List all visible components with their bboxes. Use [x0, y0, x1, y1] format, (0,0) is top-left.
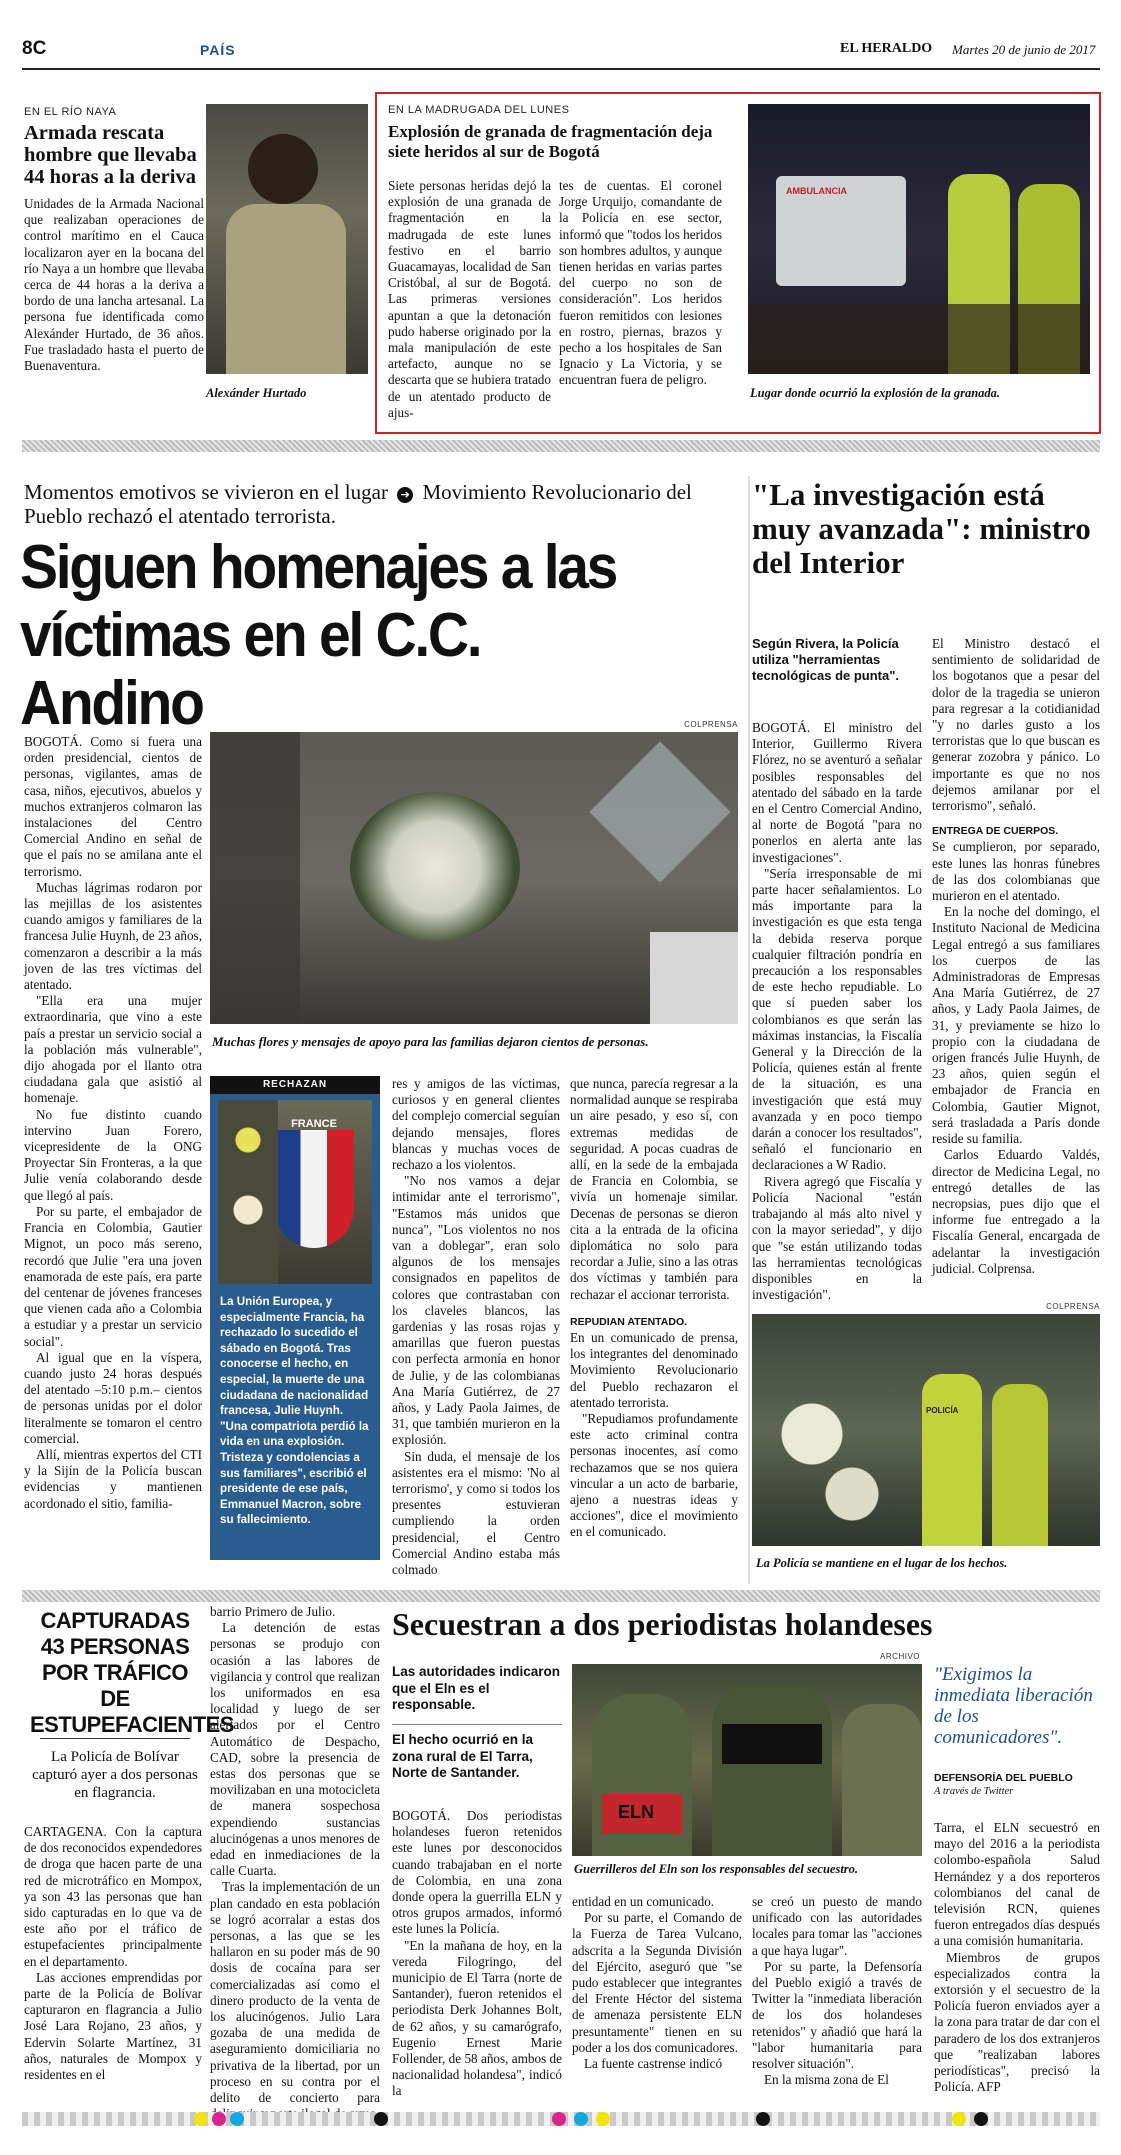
drugs-headline: CAPTURADAS 43 PERSONAS POR TRÁFICO DE ESTUPEFACIENTES — [30, 1608, 234, 1737]
drugs-col2 — [210, 1604, 380, 2104]
drugs-col1 — [24, 1824, 202, 2104]
rechazan-text: La Unión Europea, y especialmente Francia, ha rechazado lo sucedido el sábado en Bogotá. Tras conocerse el hecho, en especial, la muerte de una ciudadana de nacionalidad francesa, Julie Huynh. "Una compatriota perdió la vida en una explosión. Tristeza y condolencias a sus familiares", escribió el presidente de ese país, Emmanuel Macron, sobre su fallecimiento. — [220, 1295, 369, 1527]
main-deck-b: Movimiento Revolucionario del Pueblo rechazó el atentado terrorista. — [24, 480, 692, 528]
kidnap-photo-caption: Guerrilleros del Eln son los responsables del secuestro. — [574, 1862, 859, 1876]
main-headline-line2: víctimas en el C.C. Andino — [20, 601, 481, 738]
story2-caption: Lugar donde ocurrió la explosión de la granada. — [750, 386, 1001, 400]
drugs-rule — [40, 1738, 190, 1739]
story2-col2: tes de cuentas. El coronel Jorge Urquijo, comandante de la Policía en ese sector, informó que "todos los heridos son hombres adultos, y aunque tienen heridas en varias partes del cuerpo no son de consideración". Los heridos fueron remitidos con lesiones en rostro, piernas, brazos y pecho a los hospitales de San Ignacio y La Victoria, y se encuentran fuera de peligro. — [559, 178, 722, 388]
story1-kicker: EN EL RÍO NAYA — [24, 106, 117, 118]
kidnap-col2 — [572, 1894, 742, 2104]
section-divider-2 — [22, 1590, 1100, 1602]
kidnap-photo-credit: ARCHIVO — [880, 1652, 920, 1661]
story1-caption: Alexánder Hurtado — [206, 386, 307, 400]
kidnap-col3 — [752, 1894, 922, 2104]
kidnap-deck1: Las autoridades indicaron que el Eln es el responsable. — [392, 1664, 561, 1712]
drugs-deck: La Policía de Bolívar capturó ayer a dos personas en flagrancia. — [32, 1749, 198, 1801]
eln-text: ELN — [618, 1802, 654, 1822]
arrow-right-icon: ➔ — [397, 487, 413, 503]
interior-rule — [748, 476, 750, 1584]
page-header — [22, 30, 1100, 70]
kidnap-photo — [572, 1664, 922, 1856]
interior-col2 — [932, 636, 1100, 1300]
kidnap-quote-source: DEFENSORÍA DEL PUEBLO — [934, 1772, 1073, 1784]
kidnap-col3-text: se creó un puesto de mando unificado con las autoridades locales para tomar las "acciones a que haya lugar". Por su parte, la Defensoría del Pueblo exigió a través de Twitter la "inmediata liberación de los dos holandeses retenidos" y añadió que hará la "labor humanitaria para resolver situación". En la misma zona de El — [752, 1894, 922, 2088]
kidnap-col2-text: entidad en un comunicado. Por su parte, el Comando de la Fuerza de Tarea Vulcano, adscrita a la Segunda División del Ejército, aseguró que "se pudo establecer que integrantes del Frente Héctor del sistema de amenaza persistente ELN presuntamente" tienen en su poder a los dos comunicadores. La fuente castrense indicó — [572, 1894, 742, 2072]
kidnap-col4 — [934, 1820, 1100, 2104]
policia-text: POLICÍA — [926, 1406, 959, 1415]
main-headline-line1: Siguen homenajes a las — [20, 533, 617, 602]
interior-photo-caption: La Policía se mantiene en el lugar de los hechos. — [756, 1556, 1008, 1570]
main-col4-text: que nunca, parecía regresar a la normalidad aunque se respiraba un aire pesado, y eso sí, con extremas medidas de seguridad. A pocas cuadras de allí, en la sede de la embajada de Francia en Colombia, se vivía un homenaje similar. Decenas de personas se dieron cita a la entrada de la oficina diplomática no solo para recordar a Julie, sino a las otras dos víctimas y también para rechazar el accionar terrorista. — [570, 1076, 738, 1302]
main-col3 — [392, 1076, 560, 1584]
page-number: 8C — [22, 38, 47, 59]
drugs-col2-text: barrio Primero de Julio. La detención de estas personas se produjo con ocasión a las labores de vigilancia y control que realizan los uniformados en esa localidad y luego de ser alertados por el Centro Automático de Despacho, CAD, sobre la presencia de estas dos personas que se movilizaban en una motocicleta de manera sospechosa expendiendo sustancias alucinógenas a unos menores de edad en inmediaciones de la calle Cuarta. Tras la implementación de un plan candado en esta población se logró acorralar a estas dos personas, a las que se les hallaron en su poder más de 90 dosis de cocaína para ser comercializadas así como el dinero producto de la venta de los alucinógenos. Julio Lara gozaba de una medida de aseguramiento domiciliaria no privativa de la libertad, por un proceso en su contra por el delito de concierto para — [210, 1604, 380, 2106]
kidnap-col1 — [392, 1808, 562, 2104]
story2-headline: Explosión de granada de fragmentación deja siete heridos al sur de Bogotá — [388, 122, 713, 161]
col4-lead: REPUDIAN ATENTADO. — [570, 1315, 688, 1328]
paper-name: EL HERALDO — [840, 41, 933, 56]
story1-headline: Armada rescata hombre que llevaba 44 horas a la deriva — [24, 122, 197, 188]
main-col3-text: res y amigos de las víctimas, curiosos y en general clientes del complejo comercial seguían dejando mensajes, flores blancas y muchas voces de rechazo a los violentos. "No nos vamos a dejar intimidar ante el terrorismo", "Estamos más unidos que nunca", "Los violentos no nos van a doblegar", eran solo algunos de los mensajes consignados en papelitos de colores que contrastaban con los claveles blancos, las gardenias y las rosas rojas y amarillas que fueron puestas con perfecta armonía en honor de Julie, y de las colombianas Ana María Gutiérrez, de 27 años, y Lady Paola Jaimes, de 31, que también murieron en la explosión. Sin duda, el mensaje de los asistentes era el mismo: 'No al terrorismo', y como si todos los presentes estuvieran cumpliendo la orden presidencial, el Centro Comercial Andino estaba más colmado — [392, 1076, 560, 1578]
interior-col2-lead: ENTREGA DE CUERPOS. — [932, 825, 1059, 838]
interior-col2b-text: Se cumplieron, por separado, este lunes las honras fúnebres de las dos colombianas que murieron en el atentado. En la noche del domingo, el Instituto Nacional de Medicina Legal entregó a sus familiares los cuerpos de las Administradoras de Empresas Ana María Gutiérrez, de 27 años, y Lady Paola Jaimes, de 31, y previamente se hizo lo propio con la ciudadana de origen francés Julie Huynh, de 23 años, quien según el embajador de Francia en Colombia, Gautier Mignot, será trasladada a París donde reside su familia. Carlos Eduardo Valdés, director de Medicina Legal, no entregó detalles de las necropsias, pues dijo que el informe fue entregado a la Fiscalía General, encargada de adelantar la investigación judicial. Colprensa. — [932, 839, 1100, 1276]
story1-body: Unidades de la Armada Nacional que realizaban operaciones de control marítimo en el Cauca localizaron ayer en la bocana del río Naya a un hombre que llevaba cerca de 44 horas a la deriva a bordo de una lancha artesanal. La persona fue identificada como Alexánder Hurtado, de 36 años. Fue trasladado hasta el puerto de Buenaventura. — [24, 196, 204, 374]
section-divider-1 — [22, 440, 1100, 452]
main-photo — [210, 732, 738, 1024]
story2-photo — [748, 104, 1090, 374]
section-name: PAÍS — [200, 42, 236, 58]
kidnap-deck-rule — [392, 1724, 562, 1725]
interior-col1 — [752, 720, 922, 1303]
rechazan-sidebar — [210, 1076, 380, 1560]
interior-col1-text: BOGOTÁ. El ministro del Interior, Guillermo Rivera Flórez, no se aventuró a señalar posibles responsables del atentado del sábado en la tarde en el Centro Comercial Andino, al norte de Bogotá "para no ponerlos en alerta ante las investigaciones". "Sería irresponsable de mi parte hacer señalamientos. Lo más importante para la investigación es que esta tenga la debida reserva porque cualquier filtración pondría en precaución a los responsables de este hecho repudiable. Lo que sí pueden saber los colombianos es que serán las máximas instancias, la Fiscalía General y la Dirección de la Policía, quienes están al frente de la situación, es una investigación que está muy avanzada y en poco tiempo darán a conocer los resultados", señaló el funcionario en declaraciones a W Radio. Rivera agregó que Fiscalía y Policía Nacional "están trabajando al más alto nivel y con la mayor seriedad", y dijo que "se están utilizando todas las herramientas tecnológicas disponibles en la investigación". — [752, 720, 922, 1303]
drugs-col1-text: CARTAGENA. Con la captura de dos reconocidos expendedores de droga que hacen parte de una red de microtráfico en Mompox, ya son 43 las personas que han sido capturadas en lo que va de este año por el tráfico de estupefacientes principalmente en el departamento. Las acciones emprendidas por parte de la Policía de Bolívar capturaron en flagrancia a Julio José Lara Rojano, 23 años, y Edervin Solarte Martínez, 31 años, naturales de Mompox y residentes en el — [24, 1824, 202, 2083]
story2-col1: Siete personas heridas dejó la explosión de una granada de fragmentación en la madrugada de este lunes festivo en el barrio Guacamayas, localidad de San Cristóbal, al sur de Bogotá. Las primeras versiones apuntan a que la detonación pudo haberse originado por la mala manipulación de este artefacto, aunque no se descarta que se hubiera tratado de un atentado producto de ajus- — [388, 178, 551, 420]
main-headline — [20, 534, 673, 738]
kidnap-quote-via: A través de Twitter — [934, 1786, 1014, 1797]
main-photo-credit: COLPRENSA — [684, 720, 738, 729]
main-col4 — [570, 1076, 738, 1584]
kidnap-headline: Secuestran a dos periodistas holandeses — [392, 1606, 933, 1642]
kidnap-col1-text: BOGOTÁ. Dos periodistas holandeses fueron retenidos este lunes por desconocidos cuando trabajaban en el norte de Colombia, en una zona donde opera la guerrilla ELN y otros grupos armados, informó este lunes la Policía. "En la mañana de hoy, en la vereda Filogringo, del municipio de El Tarra (norte de Santander), fueron retenidos el periodista Derk Johannes Bolt, de 62 años, y su camarógrafo, Eugenio Ernest Marie Follender, de 58 años, ambos de nacionalidad holandesa", indicó la — [392, 1808, 562, 2099]
rechazan-label: RECHAZAN — [210, 1076, 380, 1094]
print-color-bar — [22, 2112, 1100, 2126]
interior-deck: Según Rivera, la Policía utiliza "herramientas tecnológicas de punta". — [752, 636, 900, 683]
ambulance-label: AMBULANCIA — [786, 186, 847, 196]
france-text: FRANCE — [291, 1118, 337, 1130]
kidnap-deck2: El hecho ocurrió en la zona rural de El Tarra, Norte de Santander. — [392, 1732, 534, 1780]
main-photo-caption: Muchas flores y mensajes de apoyo para las familias dejaron cientos de personas. — [212, 1034, 649, 1049]
kidnap-col4-text: Tarra, el ELN secuestró en mayo del 2016 a la periodista colombo-española Salud Hernández y a dos reporteros colombianos del canal de televisión RCN, quienes fueron entregados días después a una comisión humanitaria. Miembros de grupos especializados contra la extorsión y el secuestro de la Policía fueron enviados ayer a la zona para tratar de dar con el paradero de los dos extranjeros que "realizaban labores periodísticas", precisó la Policía. AFP — [934, 1820, 1100, 2095]
main-deck-a: Momentos emotivos se vivieron en el lugar — [24, 480, 388, 504]
story1-photo — [206, 104, 368, 374]
main-deck — [24, 480, 724, 528]
interior-photo-credit: COLPRENSA — [1046, 1302, 1100, 1311]
main-col4b-text: En un comunicado de prensa, los integrantes del denominado Movimiento Revolucionario del Pueblo rechazaron el atentado terrorista. "Repudiamos profundamente este acto criminal contra personas inocentes, así como rechazamos que se nos quiera vincular a un acto de barbarie, ajeno a nuestras ideas y acciones", dice el movimiento en el comunicado. — [570, 1330, 738, 1540]
page-date: Martes 20 de junio de 2017 — [952, 42, 1096, 57]
story2-kicker: EN LA MADRUGADA DEL LUNES — [388, 104, 570, 116]
main-col1-text: BOGOTÁ. Como si fuera una orden presidencial, cientos de personas, vigilantes, amas de casa, niños, ejecutivos, abuelos y muchos extranjeros colmaron las instalaciones del Centro Comercial Andino en señal de que el país no se amilana ante el terrorismo. Muchas lágrimas rodaron por las mejillas de los asistentes cuando amigos y familiares de la francesa Julie Huynh, de 23 años, comenzaron a describir a la más joven de las tres víctimas del atentado. "Ella era una mujer extraordinaria, que vino a este país a prestar un servicio social a la población más vulnerable", dijo ahogada por el llanto otra ciudadana gala que asistió al homenaje. No fue distinto cuando intervino Juan Forero, vicepresidente de la ONG Proyectar Sin Fronteras, a la que Julie venía colaborando desde que llegó al país. Por su parte, el embajador de Francia en Colombia, Gautier Mignot, un poco más sereno, recordó que Julie "era una joven enamorada de este país, era parte del centenar de jóvenes franceses que vienen cada año a Colombia a estudiar y a prestar un servicio social". Al igual que en la víspera, cuando justo 24 horas después del atentado –5:10 p.m.– cientos de personas unidas por el dolor literalmente se tomaron el centro comercial. Allí, mientras expertos del CTI y la Sijín de la Policía buscan evidencias y mantienen acordonado el sitio, familia- — [24, 734, 202, 1511]
interior-col2-text: El Ministro destacó el sentimiento de solidaridad de los bogotanos que a pesar del dolor de la tragedia se unieron para regresar a la cotidianidad "y no darles gusto a los terroristas que lo que buscan es generar zozobra y pánico. Lo importante es que no nos dejemos amilanar por el terrorismo", señaló. — [932, 636, 1100, 814]
interior-photo — [752, 1314, 1100, 1546]
interior-headline: "La investigación está muy avanzada": ministro del Interior — [752, 477, 1091, 580]
kidnap-quote: "Exigimos la inmediata liberación de los comunicadores". — [934, 1664, 1093, 1748]
rechazan-photo — [218, 1100, 372, 1284]
